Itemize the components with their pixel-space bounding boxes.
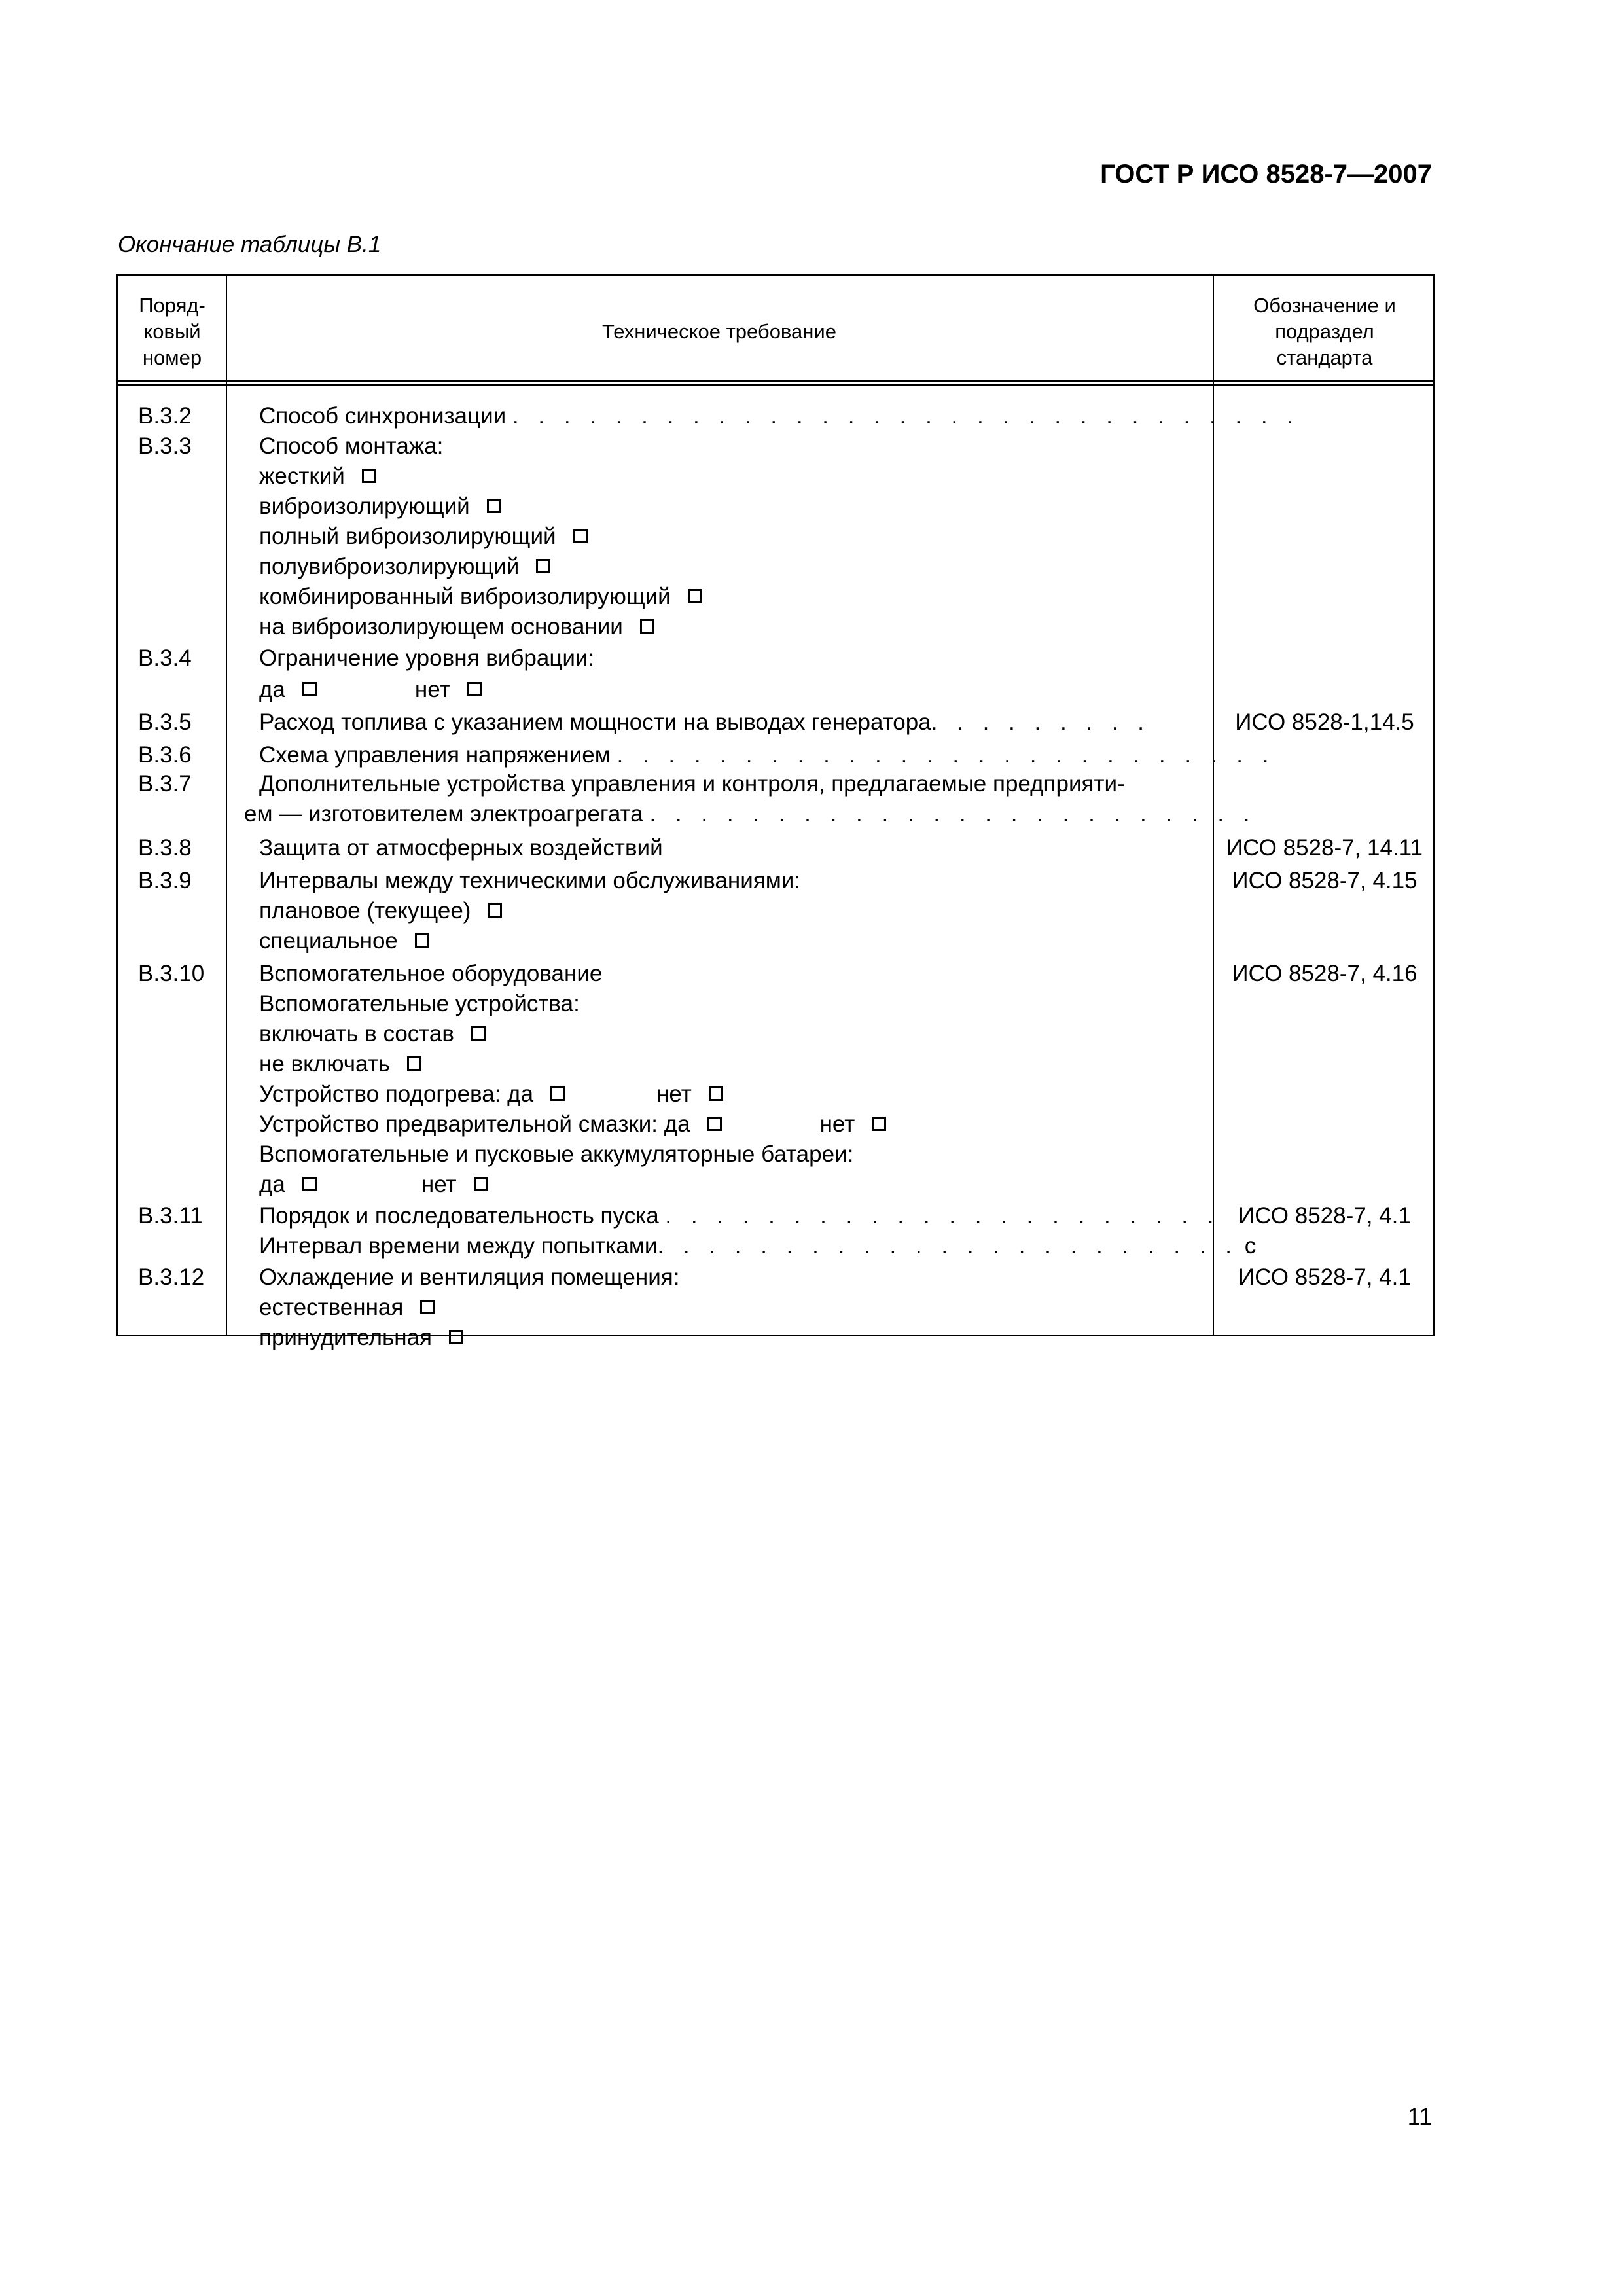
checkbox[interactable] xyxy=(573,529,588,543)
option-item: на виброизолирующем основании xyxy=(259,612,654,642)
row-reference: ИСО 8528-7, 4.1 xyxy=(1238,1265,1411,1290)
option-item: плановое (текущее) xyxy=(259,896,502,926)
checkbox[interactable] xyxy=(474,1177,488,1191)
row-text: Дополнительные устройства управления и контроля, предлагаемые предприяти- xyxy=(259,771,1125,797)
row-number: В.3.3 xyxy=(138,433,192,459)
row-text: Расход топлива с указанием мощности на выводах генератора. . . . . . . . . xyxy=(259,709,1151,735)
header-divider xyxy=(118,380,1433,382)
row-text: Интервалы между техническими обслуживаниями: xyxy=(259,868,801,893)
option-item: специальное xyxy=(259,926,429,956)
checkbox[interactable] xyxy=(302,682,317,696)
row-reference: ИСО 8528-7, 4.1 xyxy=(1238,1203,1411,1229)
checkbox[interactable] xyxy=(688,589,702,603)
header-divider xyxy=(118,384,1433,386)
row-number: В.3.8 xyxy=(138,835,192,861)
row-text: Охлаждение и вентиляция помещения: xyxy=(259,1265,680,1290)
option-item: да нет xyxy=(259,675,482,705)
row-reference: ИСО 8528-7, 4.16 xyxy=(1232,961,1418,986)
option-item: комбинированный виброизолирующий xyxy=(259,582,702,612)
checkbox[interactable] xyxy=(872,1117,886,1131)
checkbox[interactable] xyxy=(487,499,501,513)
row-text: Интервал времени между попытками. . . . . . . . . . . . . . . . . . . . . . . с xyxy=(259,1233,1257,1259)
checkbox[interactable] xyxy=(415,933,429,948)
checkbox[interactable] xyxy=(640,619,654,634)
option-item: Устройство подогрева: да нет xyxy=(259,1079,723,1109)
header-requirement: Техническое требование xyxy=(602,320,836,343)
row-text: Вспомогательные и пусковые аккумуляторные батареи: xyxy=(259,1141,854,1167)
checkbox[interactable] xyxy=(302,1177,317,1191)
row-number: В.3.5 xyxy=(138,709,192,735)
row-number: В.3.9 xyxy=(138,868,192,893)
row-text: Порядок и последовательность пуска . . . . . . . . . . . . . . . . . . . . . . xyxy=(259,1203,1221,1229)
option-item: естественная xyxy=(259,1293,435,1323)
option-item: да нет xyxy=(259,1170,488,1200)
row-text: Схема управления напряжением . . . . . . . . . . . . . . . . . . . . . . . . . . xyxy=(259,742,1275,768)
page-number: 11 xyxy=(1407,2103,1432,2130)
standard-header: ГОСТ Р ИСО 8528-7—2007 xyxy=(1100,160,1432,188)
requirements-table xyxy=(116,274,1435,1350)
row-text: Способ монтажа: xyxy=(259,433,444,459)
option-item: Устройство предварительной смазки: да нет xyxy=(259,1109,886,1139)
row-reference: ИСО 8528-7, 14.11 xyxy=(1226,835,1423,861)
header-number: Поряд- ковый номер xyxy=(139,294,205,369)
row-number: В.3.7 xyxy=(138,771,192,797)
checkbox[interactable] xyxy=(709,1086,723,1101)
row-number: В.3.11 xyxy=(138,1203,203,1229)
checkbox[interactable] xyxy=(420,1300,435,1314)
option-item: жесткий xyxy=(259,461,376,492)
row-text: Способ синхронизации . . . . . . . . . . . . . . . . . . . . . . . . . . . . . . . xyxy=(259,403,1300,429)
row-text: Вспомогательное оборудование xyxy=(259,961,603,986)
checkbox[interactable] xyxy=(362,469,376,483)
checkbox[interactable] xyxy=(467,682,482,696)
option-item: принудительная xyxy=(259,1323,463,1353)
option-item: полный виброизолирующий xyxy=(259,522,588,552)
table-caption: Окончание таблицы В.1 xyxy=(118,232,382,257)
checkbox[interactable] xyxy=(488,903,502,918)
row-reference: ИСО 8528-7, 4.15 xyxy=(1232,868,1418,893)
checkbox[interactable] xyxy=(707,1117,722,1131)
column-divider xyxy=(226,276,227,1335)
checkbox[interactable] xyxy=(449,1330,463,1344)
checkbox[interactable] xyxy=(550,1086,565,1101)
row-number: В.3.10 xyxy=(138,961,205,986)
row-text: Вспомогательные устройства: xyxy=(259,991,580,1016)
checkbox[interactable] xyxy=(536,559,550,573)
checkbox[interactable] xyxy=(407,1056,421,1071)
option-item: полувиброизолирующий xyxy=(259,552,550,582)
option-item: включать в состав xyxy=(259,1019,486,1049)
option-item: виброизолирующий xyxy=(259,492,501,522)
checkbox[interactable] xyxy=(471,1026,486,1041)
row-text: Защита от атмосферных воздействий xyxy=(259,835,663,861)
row-number: В.3.12 xyxy=(138,1265,205,1290)
row-text: Ограничение уровня вибрации: xyxy=(259,645,595,671)
row-text: ем — изготовителем электроагрегата . . . . . . . . . . . . . . . . . . . . . . . . xyxy=(244,801,1257,827)
row-reference: ИСО 8528-1,14.5 xyxy=(1235,709,1414,735)
row-number: В.3.2 xyxy=(138,403,192,429)
row-number: В.3.4 xyxy=(138,645,192,671)
option-item: не включать xyxy=(259,1049,421,1079)
row-number: В.3.6 xyxy=(138,742,192,768)
header-reference: Обозначение и подраздел стандарта xyxy=(1253,294,1396,369)
